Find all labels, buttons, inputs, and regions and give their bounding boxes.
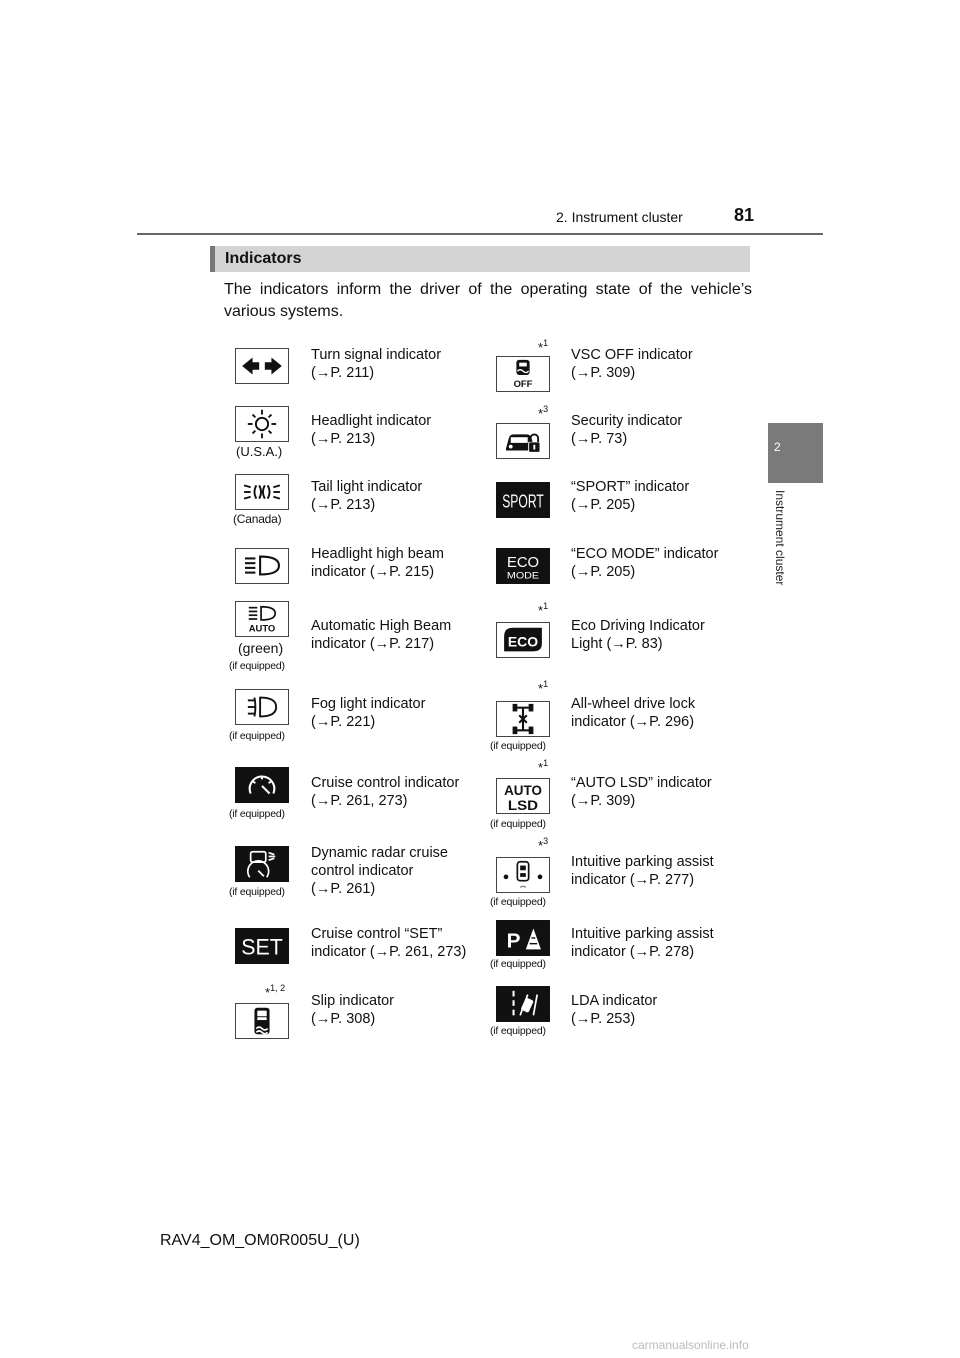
parking-assist-p-desc: Intuitive parking assist indicator (→P. 278) bbox=[571, 926, 714, 960]
slip-icon bbox=[235, 1003, 289, 1039]
eco-driving-desc: Eco Driving Indicator Light (→P. 83) bbox=[571, 618, 705, 652]
security-footnote-marker: $*_3$ bbox=[538, 404, 549, 421]
parking-assist-desc: Intuitive parking assist indicator (→P. 277) bbox=[571, 854, 714, 888]
headlight-desc: Headlight indicator (→P. 213) bbox=[311, 413, 432, 447]
awd-desc: All-wheel drive lock indicator (→P. 296) bbox=[571, 696, 696, 730]
awd-equipped: (if equipped) bbox=[490, 740, 546, 752]
vsc-footnote-marker: $*_1$ bbox=[538, 338, 549, 355]
vsc-off-desc: VSC OFF indicator (→P. 309) bbox=[571, 347, 693, 381]
security-footnote-number: 3 bbox=[543, 404, 549, 414]
turn-signal-icon bbox=[235, 348, 289, 384]
auto-lsd-desc: “AUTO LSD” indicator (→P. 309) bbox=[571, 775, 712, 809]
set-icon-text: SET bbox=[241, 934, 283, 960]
sport-icon bbox=[496, 482, 550, 518]
parking-assist-p-icon-text: P bbox=[506, 929, 521, 953]
section-title: Indicators bbox=[225, 250, 302, 267]
security-icon bbox=[496, 423, 550, 459]
cruise-control-icon bbox=[235, 767, 289, 803]
auto-high-beam-color: (green) bbox=[238, 640, 284, 656]
turn-signal-desc: Turn signal indicator (→P. 211) bbox=[311, 347, 442, 381]
cruise-control-desc: Cruise control indicator (→P. 261, 273) bbox=[311, 775, 460, 809]
fog-light-desc: Fog light indicator (→P. 221) bbox=[311, 696, 426, 730]
sport-desc: “SPORT” indicator (→P. 205) bbox=[571, 479, 690, 513]
security-desc: Security indicator (→P. 73) bbox=[571, 413, 683, 447]
tail-light-icon bbox=[235, 474, 289, 510]
eco-driving-footnote-number: 1 bbox=[543, 601, 549, 611]
lsd-footnote-number: 1 bbox=[543, 758, 549, 768]
awd-lock-icon bbox=[496, 701, 550, 737]
parking-assist-p-equipped: (if equipped) bbox=[490, 958, 546, 970]
eco-mode-icon-bottom: MODE bbox=[506, 570, 540, 582]
slip-footnote-marker: $*_{1, 2}$ bbox=[265, 983, 286, 1000]
fog-light-equipped: (if equipped) bbox=[229, 730, 285, 742]
cruise-control-equipped: (if equipped) bbox=[229, 808, 285, 820]
auto-high-beam-icon bbox=[235, 601, 289, 637]
awd-footnote-number: 1 bbox=[543, 679, 549, 689]
awd-footnote-marker: $*_1$ bbox=[538, 679, 549, 696]
radar-cruise-icon bbox=[235, 846, 289, 882]
tail-light-desc: Tail light indicator (→P. 213) bbox=[311, 479, 423, 513]
parking-assist-icon bbox=[496, 857, 550, 893]
eco-mode-icon bbox=[496, 548, 550, 584]
vsc-off-icon bbox=[496, 356, 550, 392]
header-rule bbox=[137, 233, 823, 235]
chapter-side-label bbox=[773, 490, 787, 610]
vsc-footnote-number: 1 bbox=[543, 338, 549, 348]
high-beam-icon bbox=[235, 548, 289, 584]
parking-assist-equipped: (if equipped) bbox=[490, 896, 546, 908]
page-number: 81 bbox=[734, 205, 755, 225]
eco-driving-footnote-marker: $*_1$ bbox=[538, 601, 549, 618]
slip-footnote-number: 1, 2 bbox=[270, 983, 286, 993]
intro-paragraph: The indicators inform the driver of the operating state of the vehicle’s various systems. bbox=[224, 281, 752, 320]
auto-lsd-icon-top: AUTO bbox=[504, 783, 542, 800]
auto-lsd-icon-bottom: LSD bbox=[507, 798, 539, 815]
lsd-footnote-marker: $*_1$ bbox=[538, 758, 549, 775]
lda-icon bbox=[496, 986, 550, 1022]
eco-driving-icon-text: ECO bbox=[507, 634, 539, 651]
parking-footnote-marker: $*_3$ bbox=[538, 836, 549, 853]
vsc-off-icon-text: OFF bbox=[513, 379, 533, 391]
auto-lsd-icon bbox=[496, 778, 550, 814]
fog-light-icon bbox=[235, 689, 289, 725]
parking-assist-p-icon bbox=[496, 920, 550, 956]
auto-high-beam-equipped: (if equipped) bbox=[229, 660, 285, 672]
headlight-region: (U.S.A.) bbox=[236, 444, 283, 459]
parking-footnote-number: 3 bbox=[543, 836, 549, 846]
chapter-tab-number: 2 bbox=[774, 440, 781, 454]
document-code: RAV4_OM_OM0R005U_(U) bbox=[160, 1232, 360, 1249]
lda-desc: LDA indicator (→P. 253) bbox=[571, 993, 658, 1027]
eco-mode-desc: “ECO MODE” indicator (→P. 205) bbox=[571, 546, 719, 580]
chapter-side-label-text: Instrument cluster bbox=[773, 490, 787, 586]
set-desc: Cruise control “SET” indicator (→P. 261, 273) bbox=[311, 926, 467, 960]
lda-equipped: (if equipped) bbox=[490, 1025, 546, 1037]
radar-cruise-equipped: (if equipped) bbox=[229, 886, 285, 898]
tail-light-region: (Canada) bbox=[233, 512, 282, 526]
sport-icon-text: SPORT bbox=[502, 491, 545, 513]
radar-cruise-desc: Dynamic radar cruise control indicator (→P. 261) bbox=[311, 845, 448, 897]
set-icon bbox=[235, 928, 289, 964]
section-title-bar bbox=[210, 246, 750, 272]
high-beam-desc: Headlight high beam indicator (→P. 215) bbox=[311, 546, 445, 580]
eco-mode-icon-top: ECO bbox=[506, 553, 540, 571]
auto-high-beam-icon-text: AUTO bbox=[248, 623, 276, 635]
headlight-icon bbox=[235, 406, 289, 442]
auto-high-beam-desc: Automatic High Beam indicator (→P. 217) bbox=[311, 618, 452, 652]
auto-lsd-equipped: (if equipped) bbox=[490, 818, 546, 830]
watermark: carmanualsonline.info bbox=[632, 1338, 749, 1352]
eco-driving-icon bbox=[496, 622, 550, 658]
running-header: 2. Instrument cluster bbox=[556, 209, 683, 225]
slip-desc: Slip indicator (→P. 308) bbox=[311, 993, 395, 1027]
